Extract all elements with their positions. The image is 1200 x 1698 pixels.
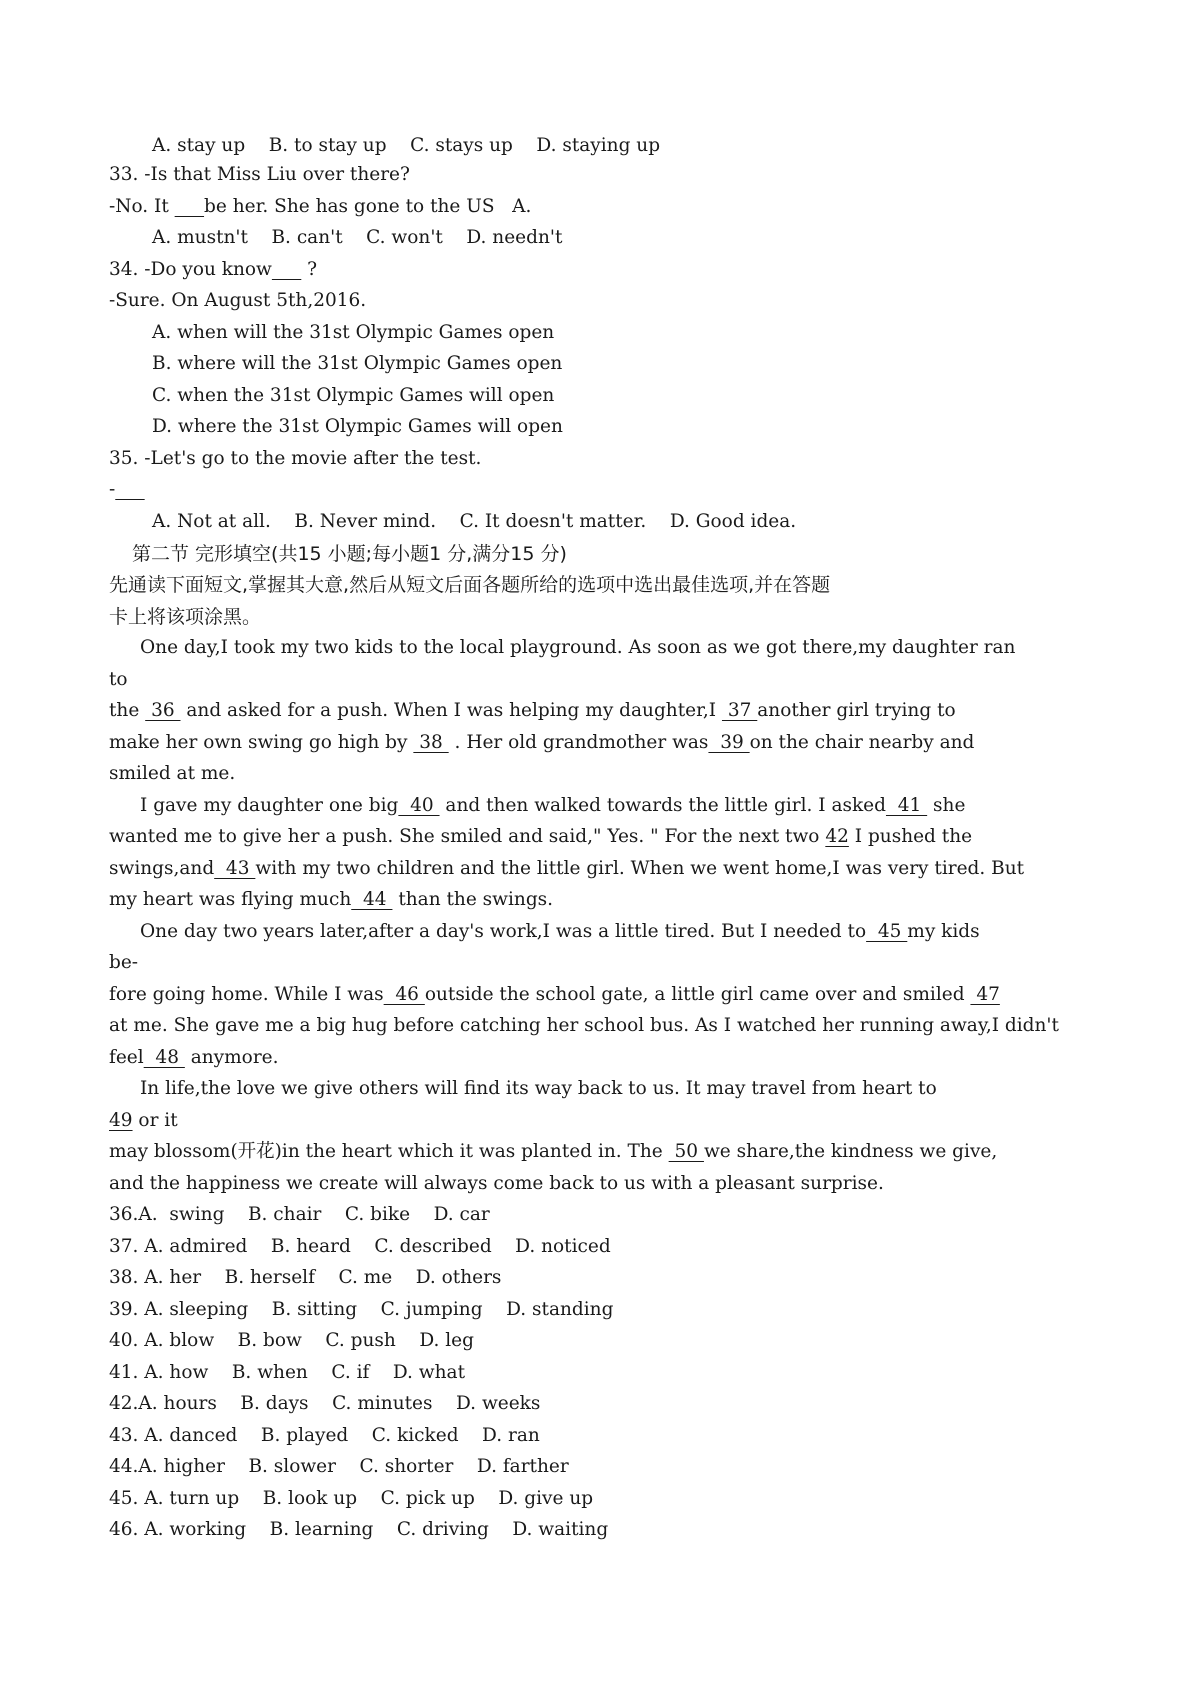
passage-line: be- (109, 952, 139, 973)
blank-47: 47 (970, 984, 1000, 1005)
blank-37: 37 (721, 700, 758, 721)
q34-option-a: A. when will the 31st Olympic Games open (152, 322, 555, 343)
answer-row-41: 41. A. how B. when C. if D. what (109, 1362, 466, 1383)
blank-39: 39 (708, 732, 750, 753)
q35-reply: - (109, 474, 145, 506)
blank-43: 43 (214, 858, 256, 879)
passage-line: One day,I took my two kids to the local playground. As soon as we got there,my daughter ran (140, 637, 1016, 658)
q35-blank (115, 479, 144, 500)
blank-40: 40 (398, 795, 440, 816)
blank-50: 50 (668, 1141, 704, 1162)
q34-prompt: 34. -Do you know ? (109, 259, 318, 280)
blank-41: 41 (885, 795, 928, 816)
q33-reply: -No. It be her. She has gone to the US A. (109, 196, 532, 217)
blank-45: 45 (866, 921, 908, 942)
q33-prompt: 33. -Is that Miss Liu over there? (109, 164, 410, 185)
passage-line: feel 48 anymore. (109, 1047, 279, 1068)
answer-row-40: 40. A. blow B. bow C. push D. leg (109, 1330, 474, 1351)
blank-38: 38 (413, 732, 449, 753)
passage-line: to (109, 669, 128, 690)
answer-row-36: 36.A. swing B. chair C. bike D. car (109, 1204, 490, 1225)
passage-line: smiled at me. (109, 763, 236, 784)
blank-44: 44 (351, 889, 393, 910)
q34-option-d: D. where the 31st Olympic Games will open (152, 416, 563, 437)
q35-prompt: 35. -Let's go to the movie after the test. (109, 448, 482, 469)
q34-option-b: B. where will the 31st Olympic Games open (152, 353, 563, 374)
passage-line: the 36 and asked for a push. When I was helping my daughter,I 37 another girl trying to (109, 700, 956, 721)
q33-options: A. mustn't B. can't C. won't D. needn't (152, 227, 563, 248)
passage-line: I gave my daughter one big 40 and then walked towards the little girl. I asked 41 she (140, 795, 966, 816)
passage-line: One day two years later,after a day's work,I was a little tired. But I needed to 45 my kids (140, 921, 980, 942)
answer-row-42: 42.A. hours B. days C. minutes D. weeks (109, 1393, 541, 1414)
q34-option-c: C. when the 31st Olympic Games will open (152, 385, 555, 406)
answer-row-46: 46. A. working B. learning C. driving D. waiting (109, 1519, 609, 1540)
passage-line: may blossom(开花)in the heart which it was planted in. The 50 we share,the kindness we give, (109, 1141, 998, 1162)
blank-46: 46 (383, 984, 425, 1005)
q32-options: A. stay up B. to stay up C. stays up D. staying up (152, 135, 661, 156)
answer-row-37: 37. A. admired B. heard C. described D. noticed (109, 1236, 611, 1257)
passage-line: swings,and 43 with my two children and the little girl. When we went home,I was very tired. But (109, 858, 1025, 879)
section-instruction-1: 先通读下面短文,掌握其大意,然后从短文后面各题所给的选项中选出最佳选项,并在答题 (109, 574, 831, 596)
passage-line: make her own swing go high by 38 . Her old grandmother was 39 on the chair nearby and (109, 732, 975, 753)
passage-line: 49 or it (109, 1110, 178, 1131)
passage-line: my heart was flying much 44 than the swings. (109, 889, 554, 910)
section-title: 第二节 完形填空(共15 小题;每小题1 分,满分15 分) (132, 543, 567, 565)
blank-49: 49 (109, 1110, 133, 1131)
q34-blank (272, 259, 301, 280)
q34-reply: -Sure. On August 5th,2016. (109, 290, 367, 311)
passage-line: wanted me to give her a push. She smiled and said," Yes. " For the next two 42 I pushed the (109, 826, 973, 847)
answer-row-44: 44.A. higher B. slower C. shorter D. farther (109, 1456, 569, 1477)
passage-line: and the happiness we create will always come back to us with a pleasant surprise. (109, 1173, 884, 1194)
answer-row-38: 38. A. her B. herself C. me D. others (109, 1267, 502, 1288)
passage-line: In life,the love we give others will find its way back to us. It may travel from heart to (140, 1078, 937, 1099)
blank-48: 48 (143, 1047, 185, 1068)
blank-36: 36 (145, 700, 181, 721)
passage-line: at me. She gave me a big hug before catching her school bus. As I watched her running away,I didn't (109, 1015, 1059, 1036)
blank-42: 42 (825, 826, 849, 847)
q33-blank (175, 196, 204, 217)
section-instruction-2: 卡上将该项涂黑。 (109, 606, 262, 628)
answer-row-45: 45. A. turn up B. look up C. pick up D. give up (109, 1488, 594, 1509)
q35-options: A. Not at all. B. Never mind. C. It doesn't matter. D. Good idea. (152, 511, 797, 532)
answer-row-39: 39. A. sleeping B. sitting C. jumping D. standing (109, 1299, 614, 1320)
answer-row-43: 43. A. danced B. played C. kicked D. ran (109, 1425, 540, 1446)
passage-line: fore going home. While I was 46 outside the school gate, a little girl came over and smiled 47 (109, 984, 1000, 1005)
